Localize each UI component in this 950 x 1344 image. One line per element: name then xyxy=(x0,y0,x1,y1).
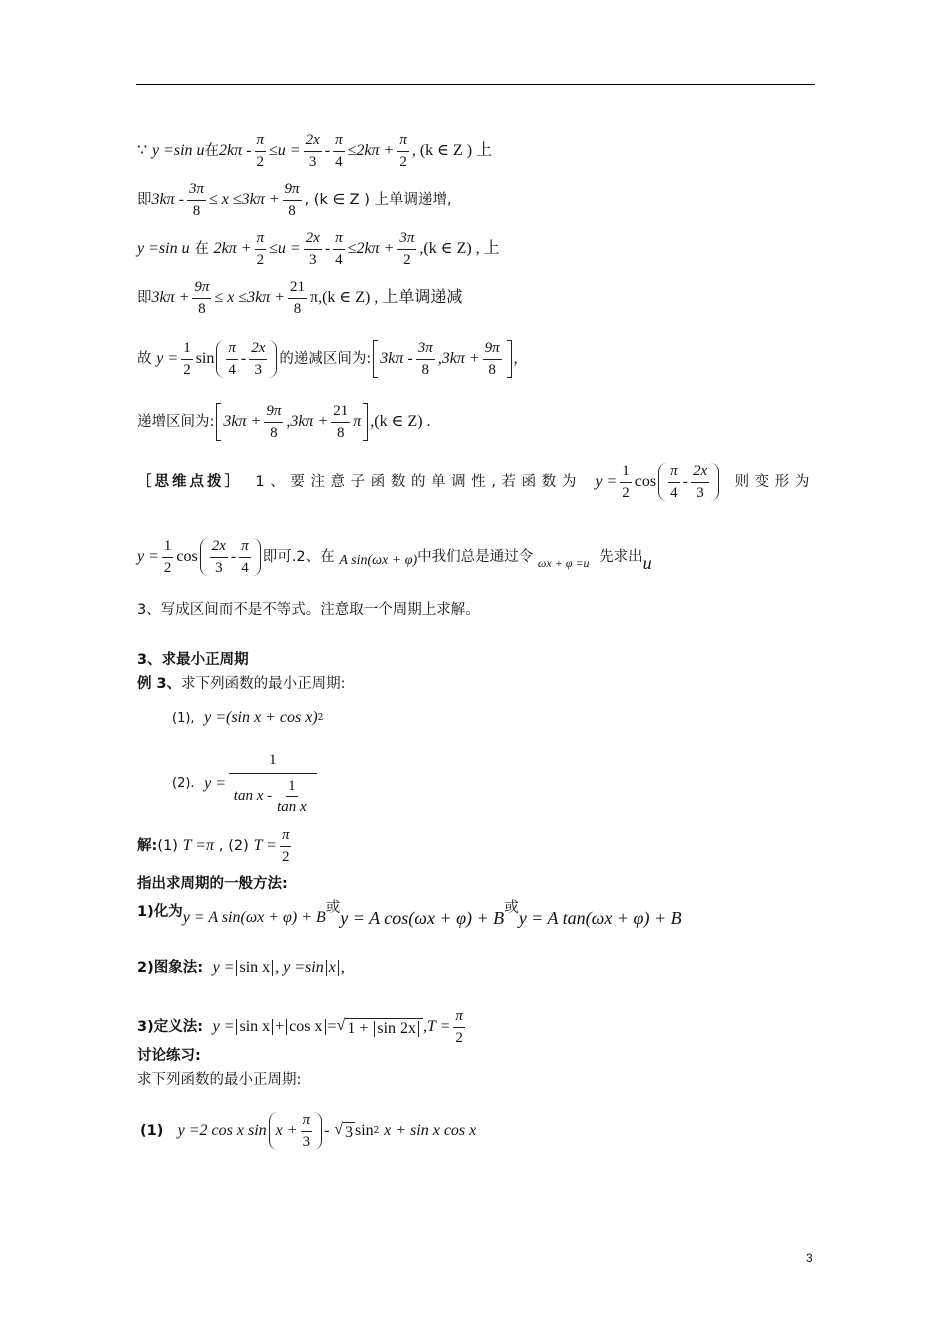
math: 3kπ + xyxy=(223,413,262,430)
denominator: 8 xyxy=(488,361,496,378)
math: ωx + φ =u xyxy=(537,556,590,570)
math: ,3kπ + xyxy=(286,413,329,430)
denominator: 4 xyxy=(228,361,236,378)
numerator: 2x xyxy=(304,230,322,250)
math: = xyxy=(327,1018,337,1035)
section-label: ［思维点拨］ xyxy=(137,473,242,490)
absolute-value: x xyxy=(326,960,339,976)
numerator: π xyxy=(333,230,345,250)
numerator: 1 xyxy=(620,463,632,483)
fraction xyxy=(288,279,307,317)
math: , xyxy=(340,959,345,976)
math: ≤2kπ + xyxy=(347,142,395,159)
text: 递增区间为: xyxy=(137,413,215,430)
math: y = xyxy=(595,473,618,490)
square-root xyxy=(337,1018,423,1037)
text: 在 xyxy=(194,240,209,257)
math: - xyxy=(230,548,237,565)
fraction xyxy=(620,463,632,501)
denominator: 8 xyxy=(270,424,278,441)
math: 3kπ - xyxy=(151,191,184,208)
fraction xyxy=(691,463,709,501)
line-4 xyxy=(137,279,462,317)
math: y = xyxy=(156,350,179,367)
discussion-text xyxy=(137,1073,301,1088)
fraction xyxy=(181,340,193,378)
numerator: 9π xyxy=(264,403,283,423)
math: y =sin u xyxy=(151,142,205,159)
denominator: 2 xyxy=(281,848,290,865)
method-label: 3)定义法: xyxy=(137,1018,204,1035)
text: 的递减区间为: xyxy=(279,350,372,367)
numerator: 9π xyxy=(192,279,211,299)
denominator: 8 xyxy=(337,424,345,441)
math: x + xyxy=(275,1122,298,1139)
numerator: 2x xyxy=(210,538,228,558)
fraction xyxy=(239,538,251,576)
parenthesis-group xyxy=(216,340,277,378)
math: sin xyxy=(354,1122,374,1139)
text: , xyxy=(218,837,224,854)
because-symbol: ∵ xyxy=(137,142,148,159)
fraction xyxy=(416,340,435,378)
text: 或 xyxy=(504,899,519,916)
superscript: 2 xyxy=(317,712,324,723)
math: ≤ x ≤3kπ + xyxy=(208,191,280,208)
denominator: 2 xyxy=(183,361,191,378)
line-3 xyxy=(137,230,500,268)
expression xyxy=(595,463,721,501)
fraction xyxy=(397,132,409,170)
denominator: 4 xyxy=(241,559,249,576)
heading-text: 3、求最小正周期 xyxy=(137,652,249,668)
header-rule xyxy=(136,84,815,85)
denominator: 3 xyxy=(302,1133,311,1150)
fraction xyxy=(255,132,267,170)
text: 中我们总是通过令 xyxy=(417,548,534,565)
numerator: π xyxy=(226,340,238,360)
square-root xyxy=(334,1122,355,1141)
math: ≤ x ≤3kπ + xyxy=(214,289,286,306)
fraction xyxy=(187,181,206,219)
fraction xyxy=(483,340,502,378)
numerator: 9π xyxy=(483,340,502,360)
denominator: 2 xyxy=(163,559,172,576)
fraction xyxy=(275,778,309,816)
math: y = xyxy=(212,1018,235,1035)
radicand: 3 xyxy=(344,1123,353,1141)
denominator xyxy=(232,774,314,816)
fraction xyxy=(210,538,228,576)
section-heading xyxy=(137,653,249,668)
fraction xyxy=(331,403,350,441)
math: , (k ∈ Z ) 上 xyxy=(411,142,493,159)
math: , xyxy=(513,350,518,367)
radicand xyxy=(345,1018,423,1037)
fraction xyxy=(304,132,322,170)
fraction xyxy=(304,230,322,268)
absolute-value: cos x xyxy=(286,1019,325,1035)
fraction xyxy=(333,132,345,170)
denominator: 2 xyxy=(455,1029,463,1046)
page-number: 3 xyxy=(806,1251,813,1265)
fraction xyxy=(192,279,211,317)
fraction xyxy=(255,230,267,268)
numerator: π xyxy=(333,132,345,152)
numerator: 3π xyxy=(416,340,435,360)
text: 则变形为 xyxy=(734,473,815,490)
denominator: 2 xyxy=(256,251,265,268)
example-label: 例 3、 xyxy=(137,676,182,692)
numerator: 2x xyxy=(304,132,322,152)
math: y = A cos(ωx + φ) + B xyxy=(340,908,505,928)
math: y = A tan(ωx + φ) + B xyxy=(518,908,682,928)
practice-1 xyxy=(140,1112,476,1150)
bracket-group xyxy=(373,340,511,378)
problem-label: (1) xyxy=(140,1122,164,1139)
math: ,T = xyxy=(423,1018,451,1035)
denominator: 2 xyxy=(403,251,411,268)
math: x + sin x cos x xyxy=(384,1122,477,1139)
math: 3kπ - xyxy=(380,350,413,367)
denominator: 8 xyxy=(293,300,302,317)
line-7 xyxy=(137,463,815,501)
numerator: 9π xyxy=(283,181,302,201)
text: 即可.2、在 xyxy=(262,548,335,565)
line-8 xyxy=(137,538,652,576)
math: y =sin u xyxy=(137,240,190,257)
problem-label: (2). xyxy=(172,776,195,792)
math: - xyxy=(324,240,331,257)
math: 2kπ - xyxy=(219,142,252,159)
math: ,(k ∈ Z) . xyxy=(370,413,431,430)
numerator: 21 xyxy=(288,279,307,299)
math: tan x - xyxy=(233,788,273,805)
bracket-group xyxy=(216,403,368,441)
text: 求下列函数的最小正周期: xyxy=(181,676,346,692)
math: y = A sin(ωx + φ) + B xyxy=(182,909,326,926)
numerator: π xyxy=(239,538,251,558)
methods-heading xyxy=(137,877,288,892)
denominator: 4 xyxy=(335,251,343,268)
fraction xyxy=(226,340,238,378)
math: y =(sin x + cos x) xyxy=(204,709,318,726)
math: y = xyxy=(137,548,159,565)
math: - xyxy=(682,473,688,490)
denominator: 2 xyxy=(256,153,264,170)
method-2 xyxy=(137,960,345,976)
radical-sign: √ xyxy=(336,1016,346,1034)
fraction xyxy=(453,1008,465,1046)
math: y = xyxy=(212,959,235,976)
superscript: 2 xyxy=(373,1125,380,1136)
math: - xyxy=(240,350,247,367)
text: 求下列函数的最小正周期: xyxy=(137,1072,302,1088)
method-label: 2)图象法: xyxy=(137,959,204,976)
denominator: 3 xyxy=(215,559,223,576)
numerator: 1 xyxy=(286,778,298,798)
parenthesis-group xyxy=(269,1112,322,1150)
math: ,3kπ + xyxy=(437,350,480,367)
text: 即 xyxy=(137,289,152,306)
math: u xyxy=(642,553,652,573)
denominator: 8 xyxy=(198,300,206,317)
parenthesis-group xyxy=(658,463,719,501)
math: - xyxy=(324,142,331,159)
math: ≤2kπ + xyxy=(347,240,395,257)
absolute-value: sin x xyxy=(236,960,273,976)
example-3 xyxy=(137,677,346,692)
solution xyxy=(137,827,294,865)
numerator: π xyxy=(301,1112,313,1132)
math: ,(k ∈ Z) , 上 xyxy=(419,240,500,257)
text: (2) xyxy=(228,837,249,854)
parenthesis-group xyxy=(200,538,261,576)
absolute-value: sin x xyxy=(236,1019,273,1035)
math: A sin(ωx + φ) xyxy=(339,553,418,568)
line-5 xyxy=(137,340,518,378)
denominator: 3 xyxy=(254,361,263,378)
numerator: 21 xyxy=(331,403,350,423)
math: T = xyxy=(253,837,277,854)
text: (1) xyxy=(157,837,178,854)
math: π xyxy=(353,413,362,430)
fraction xyxy=(264,403,283,441)
fraction xyxy=(397,230,416,268)
text: 在 xyxy=(204,142,220,159)
math: cos xyxy=(634,473,657,490)
denominator: 3 xyxy=(696,484,704,501)
denominator: 4 xyxy=(335,153,343,170)
heading-text: 讨论练习: xyxy=(137,1048,201,1064)
text: 先求出 xyxy=(599,548,643,565)
fraction xyxy=(249,340,267,378)
denominator: 8 xyxy=(288,202,296,219)
fraction xyxy=(162,538,174,576)
solution-label: 解: xyxy=(137,837,158,854)
problem-1 xyxy=(172,710,323,726)
math: + xyxy=(275,1018,285,1035)
problem-label: (1), xyxy=(172,710,195,726)
math: 2kπ + xyxy=(213,240,252,257)
numerator: 1 xyxy=(229,752,317,774)
denominator: 2 xyxy=(622,484,630,501)
numerator: π xyxy=(255,230,267,250)
fraction xyxy=(668,463,680,501)
numerator: 2x xyxy=(249,340,267,360)
math: y = xyxy=(204,774,226,792)
method-label: 1)化为 xyxy=(137,903,183,920)
fraction xyxy=(333,230,345,268)
denominator: 3 xyxy=(308,153,317,170)
numerator: 3π xyxy=(397,230,416,250)
numerator: π xyxy=(255,132,267,152)
text: 或 xyxy=(325,899,341,916)
denominator: 8 xyxy=(421,361,429,378)
denominator: tan x xyxy=(277,799,307,815)
method-3 xyxy=(137,1008,468,1046)
math: T =π xyxy=(182,837,215,854)
denominator: 3 xyxy=(308,251,317,268)
denominator: 8 xyxy=(192,202,201,219)
math: 1 + xyxy=(347,1019,369,1037)
numerator: 3π xyxy=(187,181,206,201)
line-6 xyxy=(137,403,431,441)
numerator: π xyxy=(280,827,292,847)
text: 即 xyxy=(137,191,152,208)
text: 故 xyxy=(137,350,152,367)
math: - xyxy=(324,1122,330,1139)
fraction xyxy=(283,181,302,219)
math: ≤u = xyxy=(269,240,301,257)
text: 1、要注意子函数的单调性,若函数为 xyxy=(255,473,582,490)
line-9 xyxy=(137,603,480,618)
numerator: 1 xyxy=(162,538,174,558)
math: π,(k ∈ Z) , 上单调递减 xyxy=(310,289,463,306)
text: 3、写成区间而不是不等式。注意取一个周期上求解。 xyxy=(137,602,480,618)
radical-sign: √ xyxy=(334,1120,343,1138)
method-1 xyxy=(137,899,682,928)
fraction xyxy=(229,752,317,816)
math: 3kπ + xyxy=(151,289,190,306)
fraction xyxy=(301,1112,313,1150)
denominator: 4 xyxy=(670,484,678,501)
numerator: π xyxy=(397,132,409,152)
numerator: π xyxy=(453,1008,465,1028)
discussion-heading xyxy=(137,1049,201,1064)
math: sin xyxy=(195,350,215,367)
numerator: 2x xyxy=(691,463,709,483)
line-2 xyxy=(137,181,452,219)
text: , (k ∈ Z ) 上单调递增, xyxy=(304,191,452,208)
math: ≤u = xyxy=(269,142,301,159)
fraction xyxy=(280,827,292,865)
line-1 xyxy=(137,132,492,170)
heading-text: 指出求周期的一般方法: xyxy=(137,876,288,892)
problem-2 xyxy=(172,752,320,816)
numerator: 1 xyxy=(181,340,193,360)
absolute-value: sin 2x xyxy=(374,1021,419,1037)
numerator: π xyxy=(668,463,680,483)
math: , y =sin xyxy=(275,959,324,976)
math: cos xyxy=(176,548,198,565)
denominator: 2 xyxy=(399,153,407,170)
math: y =2 cos x sin xyxy=(177,1122,267,1139)
